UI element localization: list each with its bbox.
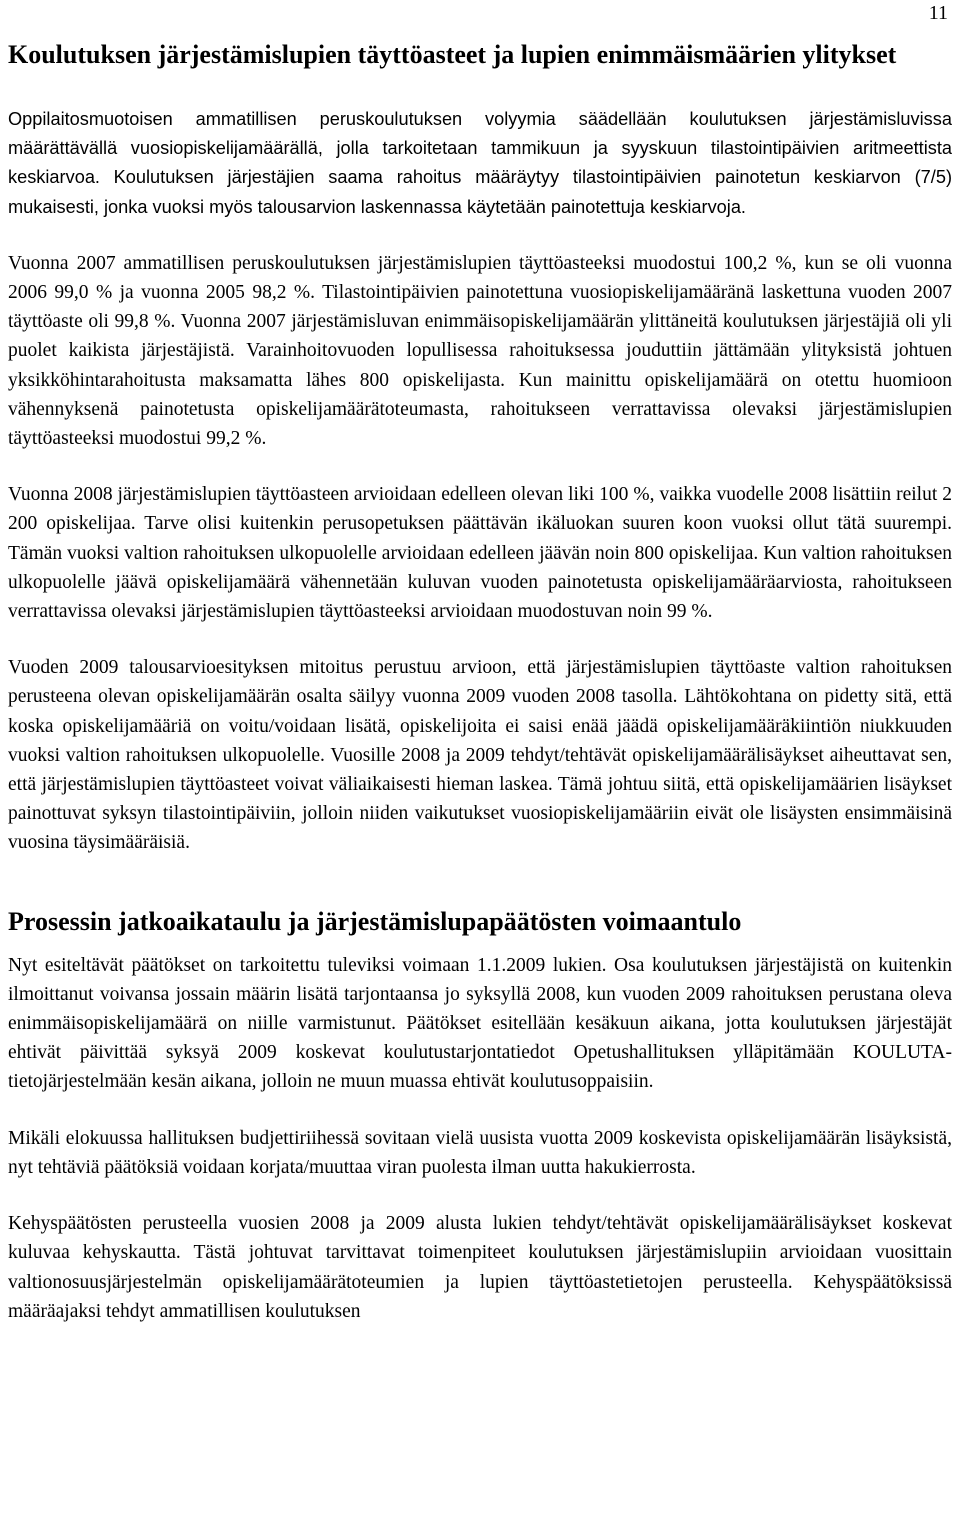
paragraph-fill-rate-2008: Vuonna 2008 järjestämislupien täyttöasteen arvioidaan edelleen olevan liki 100 %, vaikka vuodelle 2008 lisättiin reilut 2 200 opiskelijaa. Tarve olisi kuitenkin perusopetuksen päättävän ikäluokan suuren koon vuoksi ollut tätä suurempi. Tämän vuoksi valtion rahoituksen ulkopuolelle arvioidaan edelleen jäävän noin 800 opiskelijaa. Kun valtion rahoituksen ulkopuolelle jäävä opiskelijamäärä vähennetään kuluvan vuoden painotetusta opiskelijamääräarviosta, rahoitukseen verrattavissa olevaksi järjestämislupien täyttöasteeksi arvioidaan muodostuvan noin 99 %.: [8, 484, 952, 623]
paragraph-budget-session: Mikäli elokuussa hallituksen budjettiriihessä sovitaan vielä uusista vuotta 2009 koskevista opiskelijamäärän lisäyksistä, nyt tehtäviä päätöksiä voidaan korjata/muuttaa viran puolesta ilman uutta hakukierrosta.: [8, 1127, 952, 1178]
paragraph-sans-intro: Oppilaitosmuotoisen ammatillisen peruskoulutuksen volyymia säädellään koulutuksen järjestämisluvissa määrättävällä vuosiopiskelijamäärällä, jolla tarkoitetaan tammikuun ja syyskuun tilastointipäivien aritmeettista keskiarvoa.: [8, 109, 952, 188]
paragraph-decisions-effective: Nyt esiteltävät päätökset on tarkoitettu tuleviksi voimaan 1.1.2009 lukien. Osa koulutuksen järjestäjistä on kuitenkin ilmoittanut voivansa jossain määrin lisätä tarjontaansa jo syksyllä 2008, kun vuoden 2009 rahoituksen perustana oleva enimmäisopiskelijamäärä on niille varmistunut. Päätökset esitellään kesäkuun aikana, jotta koulutuksen järjestäjät ehtivät päivittää syksyä 2009 koskevat koulutustarjontatiedot Opetushallituksen ylläpitämään KOULUTA- tietojärjestelmään kesän aikana, jolloin ne muun muassa ehtivät koulutusoppaisiin.: [8, 954, 952, 1093]
section-heading-fill-rates: Koulutuksen järjestämislupien täyttöasteet ja lupien enimmäismäärien ylitykset: [8, 40, 897, 69]
paragraph-fill-rate-2007: Vuonna 2007 ammatillisen peruskoulutuksen järjestämislupien täyttöasteeksi muodostui 100,2 %, kun se oli vuonna 2006 99,0 % ja vuonna 2005 98,2 %. Tilastointipäivien painotettuna vuosiopiskelijamääränä laskettuna vuoden 2007 täyttöaste oli 99,8 %. Vuonna 2007 järjestämisluvan enimmäisopiskelijamäärän ylittäneitä koulutuksen järjestäjiä oli yli puolet kaikista järjestäjistä. Varainhoitovuoden lopullisessa rahoituksessa jouduttiin jättämään ylityksistä johtuen yksikköhintarahoitusta maksamatta lähes 800 opiskelijasta. Kun mainittu opiskelijamäärä on otettu huomioon vähennyksenä painotetusta opiskelijamäärätoteumasta, rahoitukseen verrattavissa olevaksi järjestämislupien täyttöasteeksi muodostui 99,2 %.: [8, 252, 952, 450]
paragraph-volume-regulation: [8, 105, 952, 222]
section-heading-schedule: Prosessin jatkoaikataulu ja järjestämislupapäätösten voimaantulo: [8, 906, 742, 936]
document-page: [8, 0, 952, 1326]
page-number: 11: [928, 2, 948, 24]
paragraph-budget-2009: Vuoden 2009 talousarvioesityksen mitoitus perustuu arvioon, että järjestämislupien täyttöaste valtion rahoituksen perusteena olevan opiskelijamäärän osalta säilyy vuonna 2009 vuoden 2008 tasolla. Lähtökohtana on pidetty sitä, että koska opiskelijamääriä on voitu/voidaan lisätä, opiskelijoita ei saisi enää jäädä opiskelijamääräkiintiön niukkuuden vuoksi valtion rahoituksen ulkopuolelle. Vuosille 2008 ja 2009 tehdyt/tehtävät opiskelijamäärälisäykset aiheuttavat sen, että järjestämislupien täyttöasteet voivat väliaikaisesti hieman laskea. Tämä johtuu siitä, että opiskelijamäärien lisäykset painottuvat syksyn tilastointipäiviin, jolloin niiden vaikutukset vuosiopiskelijamääriin eivät ole lisäysten ensimmäisinä vuosina täysimääräisiä.: [8, 657, 952, 854]
paragraph-sans-funding: Koulutuksen järjestäjien saama rahoitus määräytyy tilastointipäivien painotetun keskiarvon (7/5) mukaisesti, jonka vuoksi myös talousarvion laskennassa käytetään painotettuja keskiarvoja.: [8, 167, 953, 217]
paragraph-framework-decisions: Kehyspäätösten perusteella vuosien 2008 ja 2009 alusta lukien tehdyt/tehtävät opiskelijamäärälisäykset koskevat kuluvaa kehyskautta. Tästä johtuvat tarvittavat toimenpiteet koulutuksen järjestämislupiin arvioidaan vuosittain valtionosuusjärjestelmän opiskelijamäärätoteumien ja lupien täyttöastetietojen perusteella. Kehyspäätöksissä määräajaksi tehdyt ammatillisen koulutuksen: [8, 1213, 952, 1322]
